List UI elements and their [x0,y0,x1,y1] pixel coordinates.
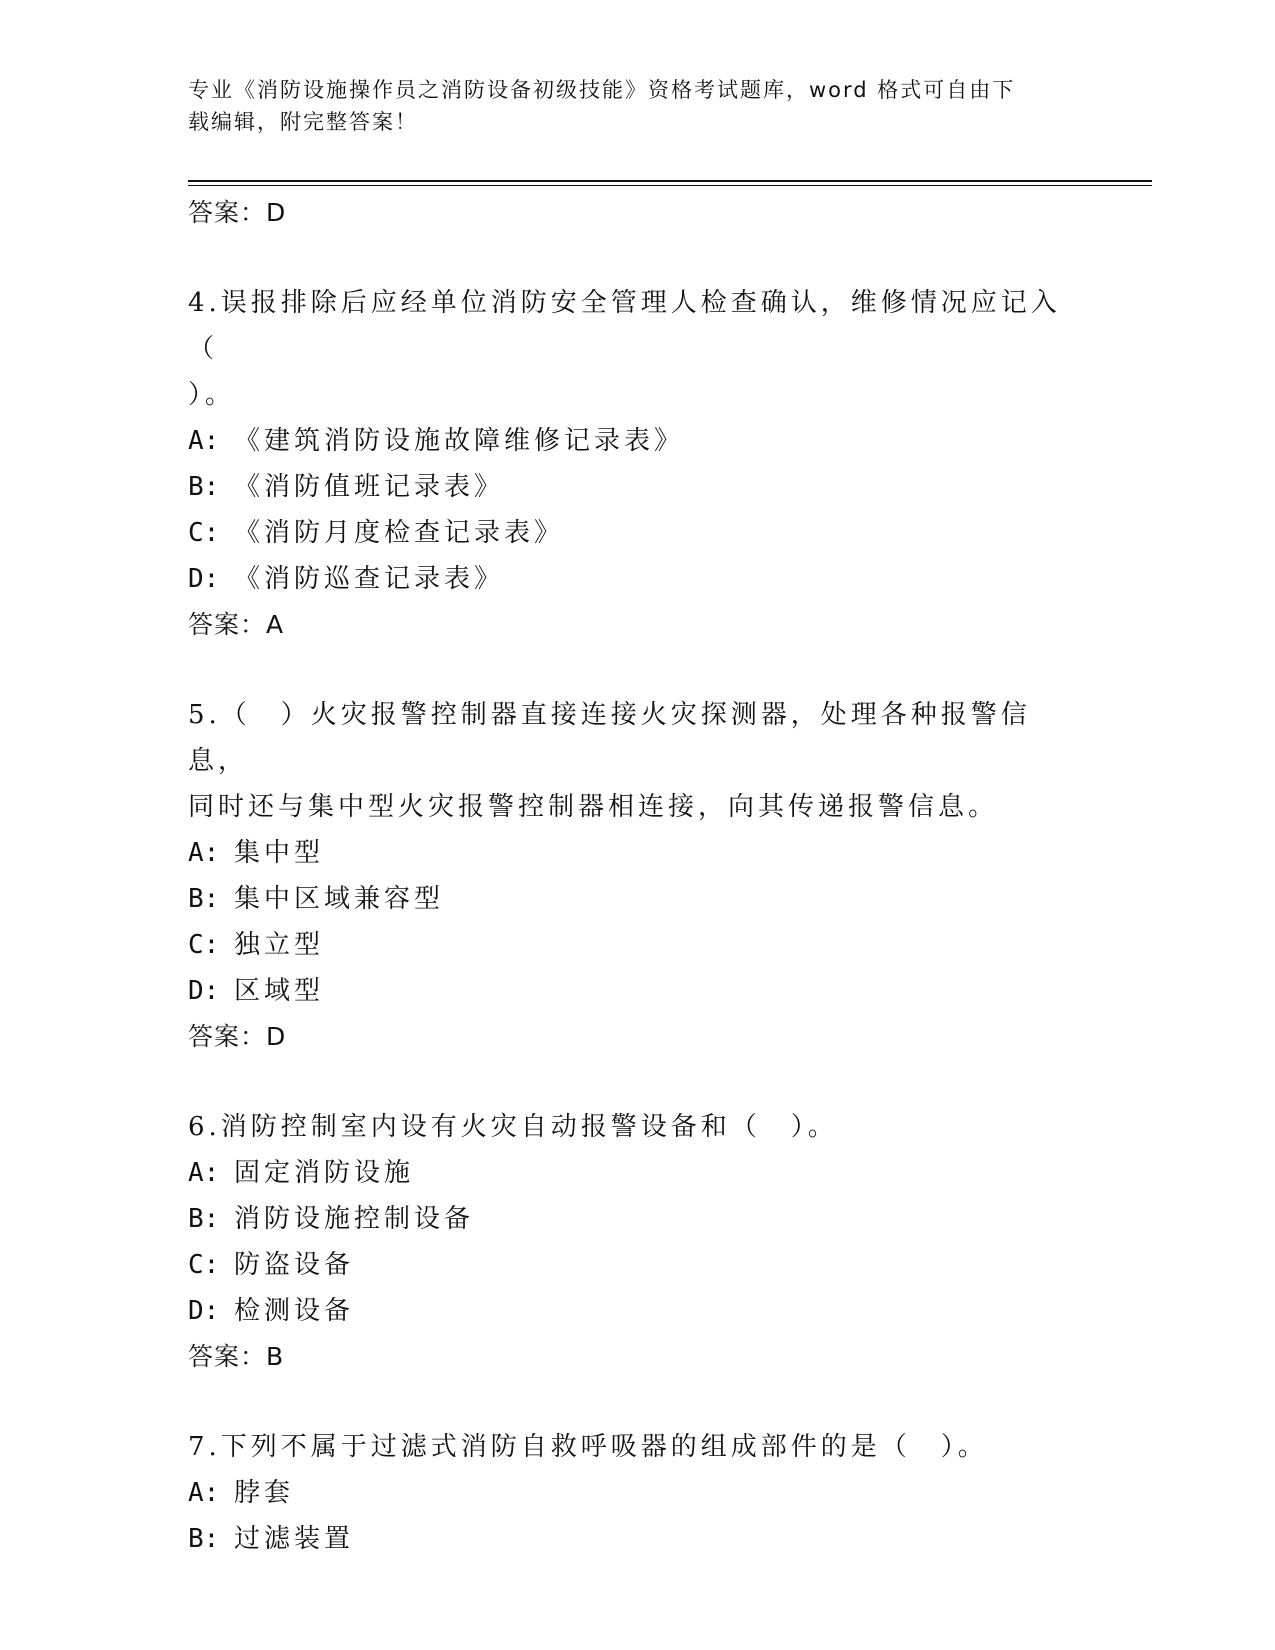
option-key: C: [188,930,220,960]
question-block-4 [188,280,1068,648]
option-text: 脖套 [234,1478,295,1508]
option-text: 集中型 [234,838,325,868]
question-stem [188,692,1068,830]
option-c [188,1242,1068,1288]
option-key: B: [188,1204,220,1234]
question-stem-line: ）。 [188,380,236,410]
option-a [188,1470,1068,1516]
option-a [188,418,1068,464]
header-line-1: 专业《消防设施操作员之消防设备初级技能》资格考试题库，word 格式可自由下 [188,78,1016,102]
option-key: A: [188,1478,220,1508]
header-divider-thick [188,180,1152,182]
question-stem [188,1424,1068,1470]
option-key: D: [188,564,220,594]
question-block-5 [188,692,1068,1060]
option-text: 消防设施控制设备 [234,1204,475,1234]
answer-line: 答案：B [188,1342,285,1371]
question-stem [188,1104,1068,1150]
option-text: 区域型 [234,976,325,1006]
option-text: 防盗设备 [234,1250,355,1280]
option-c [188,922,1068,968]
option-key: C: [188,518,220,548]
option-d [188,556,1068,602]
option-text: 过滤装置 [234,1524,355,1554]
option-b [188,464,1068,510]
answer-line: 答案：D [188,198,287,227]
option-d [188,1288,1068,1334]
spacer [188,236,1068,280]
question-stem-line: 同时还与集中型火灾报警控制器相连接，向其传递报警信息。 [188,792,999,822]
option-d [188,968,1068,1014]
option-c [188,510,1068,556]
question-list [188,190,1068,1562]
option-b [188,1516,1068,1562]
option-text: 《消防巡查记录表》 [234,564,505,594]
spacer [188,1060,1068,1104]
option-text: 独立型 [234,930,325,960]
question-stem [188,280,1068,418]
option-text: 集中区域兼容型 [234,884,445,914]
option-b [188,876,1068,922]
spacer [188,1380,1068,1424]
option-key: D: [188,1296,220,1326]
answer-line: 答案：A [188,610,285,639]
question-block-7 [188,1424,1068,1562]
option-key: C: [188,1250,220,1280]
option-key: A: [188,426,220,456]
option-text: 《消防月度检查记录表》 [234,518,565,548]
option-text: 《建筑消防设施故障维修记录表》 [234,426,685,456]
option-key: B: [188,884,220,914]
option-key: B: [188,472,220,502]
document-header [188,74,1068,138]
option-b [188,1196,1068,1242]
option-key: D: [188,976,220,1006]
option-key: A: [188,838,220,868]
question-stem-line: 5.（ ）火灾报警控制器直接连接火灾探测器，处理各种报警信息， [188,700,1031,776]
option-key: A: [188,1158,220,1188]
question-stem-line: 7.下列不属于过滤式消防自救呼吸器的组成部件的是（ ）。 [188,1432,988,1462]
question-stem-line: 6.消防控制室内设有火灾自动报警设备和（ ）。 [188,1112,838,1142]
option-a [188,830,1068,876]
option-text: 《消防值班记录表》 [234,472,505,502]
header-divider-thin [188,185,1152,186]
header-line-2: 载编辑，附完整答案！ [188,110,418,134]
spacer [188,648,1068,692]
question-block-6 [188,1104,1068,1380]
option-key: B: [188,1524,220,1554]
question-stem-line: 4.误报排除后应经单位消防安全管理人检查确认，维修情况应记入（ [188,288,1061,364]
option-a [188,1150,1068,1196]
answer-line: 答案：D [188,1022,287,1051]
option-text: 固定消防设施 [234,1158,415,1188]
option-text: 检测设备 [234,1296,355,1326]
